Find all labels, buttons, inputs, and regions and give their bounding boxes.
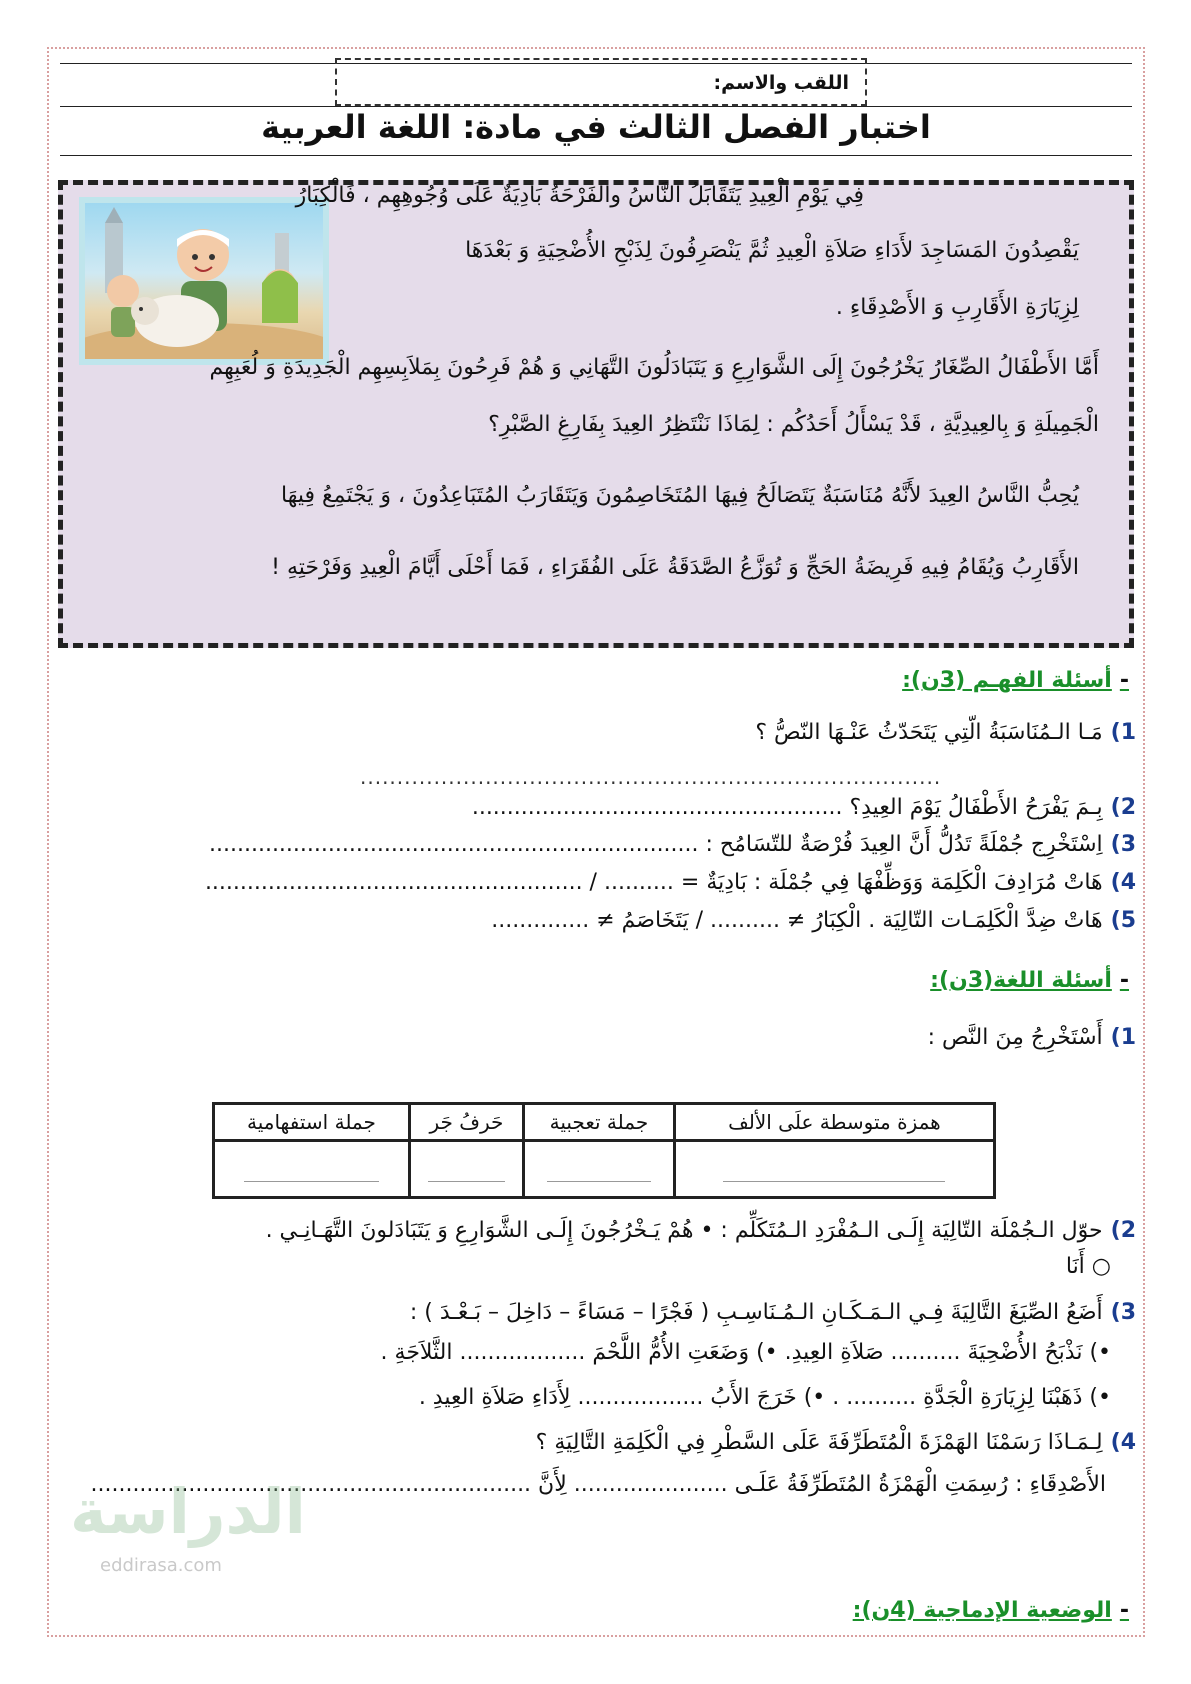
comprehension-question-3: 3)اِسْتَخْرِج جُمْلَةً تَدُلُّ أَنَّ العِيدَ فُرْصَةٌ للتّسَامُح : ...................................................................... [209,832,1136,857]
table-cell-exclamation[interactable] [524,1141,675,1198]
passage-line-3: لِزِيَارَةِ الأَقَارِبِ وَ الأَصْدِقَاءِ . [835,295,1079,320]
name-field-box[interactable] [335,58,867,106]
passage-line-2: يَقْصِدُونَ المَسَاجِدَ لأَدَاءِ صَلاَةِ الْعِيدِ ثُمَّ يَنْصَرِفُونَ لِذَبْحِ الأُضْحِيَةِ وَ بَعْدَهَا [465,238,1079,263]
name-label: اللقب والاسم: [713,72,849,94]
language-question-2-answer[interactable]: ○ أَنَا [1065,1254,1111,1279]
passage-line-1: فِي يَوْمِ الْعِيدِ يَتَقَابَلُ النَّاسُ والفَرْحَةُ بَادِيَةٌ عَلَى وُجُوهِهِم ، فَالْكِبَارُ [295,183,864,208]
language-question-1: 1)أَسْتَخْرِجُ مِنَ النَّص : [927,1025,1136,1050]
language-heading: -أسئلة اللغة(3ن): [930,968,1129,993]
eddirasa-watermark [70,1475,430,1595]
language-question-3: 3)أَضَعُ الصِّيَغَ التَّالِيَةَ فِـي الـمَـكَـانِ الـمُـنَاسِـبِ ( فَجْرًا – مَسَاءً – دَاخِلَ – بَـعْـدَ ) : [409,1300,1136,1325]
table-header-hamza: همزة متوسطة علَى الألف [674,1104,994,1141]
eid-illustration [79,197,329,365]
header-bottom-rule [60,155,1132,156]
comprehension-heading: -أسئلة الفهـم (3ن): [902,668,1129,693]
comprehension-question-2: 2)بِـمَ يَفْرَحُ الأَطْفَالُ يَوْمَ العِيدِ؟ ..................................................... [471,795,1136,820]
exam-title: اختبار الفصل الثالث في مادة: اللغة العربية [261,108,931,146]
language-question-4: 4)لِـمَـاذَا رَسَمْنَا الهَمْزَةَ الْمُتَطَرِّفَةَ عَلَى السَّطْرِ فِي الْكَلِمَةِ التَّالِيَةِ ؟ [535,1430,1136,1455]
comprehension-question-5: 5)هَاتْ ضِدَّ الْكَلِمَـات التّالِيَة . الْكِبَارُ ≠ .......... / يَتَخَاصَمُ ≠ .............. [491,908,1136,933]
comprehension-answer-line-1[interactable]: ............................................................................... [360,765,942,789]
passage-line-5: الْجَمِيلَةِ وَ بِالعِيدِيَّةِ ، قَدْ يَسْأَلُ أَحَدُكُم : لِمَاذَا نَنْتَظِرُ العِيدَ بِفَارِغِ الصَّبْرِ؟ [488,412,1099,437]
watermark-logo-text: الدراسة [70,1475,306,1548]
integration-heading: -الوضعية الإدماجية (4ن): [852,1598,1129,1623]
passage-line-6: يُحِبُّ النَّاسُ العِيدَ لأَنَّهُ مُنَاسَبَةٌ يَتَصَالَحُ فِيهَا المُتَخَاصِمُونَ وَيَتَقَارَبُ المُتَبَاعِدُونَ ، وَ يَجْتَمِعُ فِيهَا [280,483,1079,508]
reading-passage [58,180,1134,648]
table-header-preposition: حَرفُ جَر [409,1104,523,1141]
extraction-table [212,1102,996,1199]
table-cell-hamza[interactable] [674,1141,994,1198]
passage-line-7: الأَقَارِبُ وَيُقَامُ فِيهِ فَرِيضَةُ الحَجِّ وَ تُوَزَّعُ الصَّدَقَةُ عَلَى الفُقَرَاءِ ، فَمَا أَحْلَى أَيَّامَ الْعِيدِ وَفَرْحَتِهِ ! [271,555,1079,580]
table-header-question: جملة استفهامية [214,1104,410,1141]
table-header-exclamation: جملة تعجبية [524,1104,675,1141]
language-question-3-line-1[interactable]: •) نَذْبَحُ الأُضْحِيَةَ .......... صَلاَةِ العِيدِ. •) وَضَعَتِ الأُمُّ اللَّحْمَ .................. الثَّلاَجَةِ . [380,1340,1111,1365]
language-question-4-answer[interactable]: الأَصْدِقَاءِ : رُسِمَتِ الْهَمْزَةُ المُتَطَرِّفَةُ عَلَـى ...................... لِأَنَّ ............................................................... [90,1472,1106,1497]
passage-line-4: أَمَّا الأَطْفَالُ الصِّغَارُ يَخْرُجُونَ إِلَى الشَّوَارِعِ وَ يَتَبَادَلُونَ التَّهَانِي وَ هُمْ فَرِحُونَ بِمَلاَبِسِهِم الْجَدِيدَةِ وَ لُعَبِهِم [209,355,1099,380]
comprehension-question-4: 4)هَاتْ مُرَادِفَ الْكَلِمَة وَوَظِّفْهَا فِي جُمْلَة : بَادِيَةٌ = .......... / ...................................................... [204,870,1136,895]
header-mid-rule [60,106,1132,107]
watermark-url: eddirasa.com [100,1555,222,1576]
table-cell-preposition[interactable] [409,1141,523,1198]
comprehension-question-1: 1)مَـا الـمُنَاسَبَةُ الّتِي يَتَحَدّثُ عَنْـهَا النّصُّ ؟ [755,720,1136,745]
language-question-3-line-2[interactable]: •) ذَهَبْنَا لِزِيَارَةِ الْجَدَّةِ .......... . •) خَرَجَ الأَبُ .................. لِأَدَاءِ صَلاَةِ العِيدِ . [418,1385,1111,1410]
language-question-2: 2)حوّل الـجُمْلَة التّالِيَة إِلَـى الـمُفْرَدِ الـمُتَكَلِّم : • هُمْ يَـخْرُجُونَ إِلَـى الشَّوَارِعِ وَ يَتَبَادَلونَ التَّهَـانِـي . [265,1218,1136,1243]
children-with-sheep-icon [85,203,323,359]
table-cell-question[interactable] [214,1141,410,1198]
